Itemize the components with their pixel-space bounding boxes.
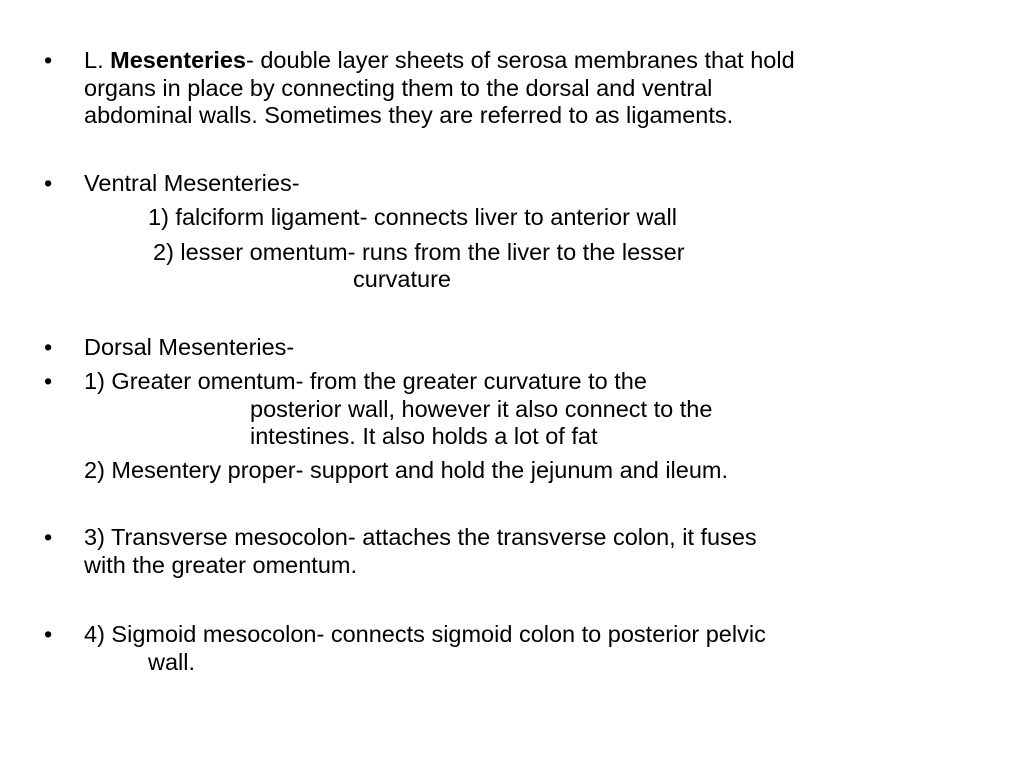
bullet-marker: • [44,368,53,394]
greater-omentum-line-3: intestines. It also holds a lot of fat [250,423,598,449]
bullet-marker: • [44,170,53,196]
bullet-marker: • [44,524,53,550]
transverse-mesocolon-line-2: with the greater omentum. [84,552,357,578]
mesenteries-definition-line-1 [84,46,795,74]
bullet-marker: • [44,334,53,360]
mesenteries-term: Mesenteries [110,47,246,73]
bullet-marker: • [44,621,53,647]
sigmoid-mesocolon-line-1: 4) Sigmoid mesocolon- connects sigmoid colon to posterior pelvic [84,621,766,647]
greater-omentum-line-1: 1) Greater omentum- from the greater curvature to the [84,368,647,394]
mesenteries-prefix: L. [84,47,111,73]
lesser-omentum-line-1: 2) lesser omentum- runs from the liver to the lesser [153,239,685,265]
mesenteries-definition-line-3: abdominal walls. Sometimes they are referred to as ligaments. [84,102,734,128]
ventral-mesenteries-heading: Ventral Mesenteries- [84,170,300,196]
sigmoid-mesocolon-line-2: wall. [148,649,196,675]
mesenteries-definition-text: - double layer sheets of serosa membranes that hold [246,47,795,73]
bullet-marker: • [44,47,53,73]
falciform-ligament-line: 1) falciform ligament- connects liver to anterior wall [148,204,677,230]
mesentery-proper-line: 2) Mesentery proper- support and hold the jejunum and ileum. [84,457,729,483]
transverse-mesocolon-line-1: 3) Transverse mesocolon- attaches the transverse colon, it fuses [84,524,757,550]
greater-omentum-line-2: posterior wall, however it also connect to the [250,396,713,422]
lesser-omentum-line-2: curvature [353,266,451,292]
mesenteries-definition-line-2: organs in place by connecting them to the dorsal and ventral [84,75,713,101]
dorsal-mesenteries-heading: Dorsal Mesenteries- [84,334,295,360]
